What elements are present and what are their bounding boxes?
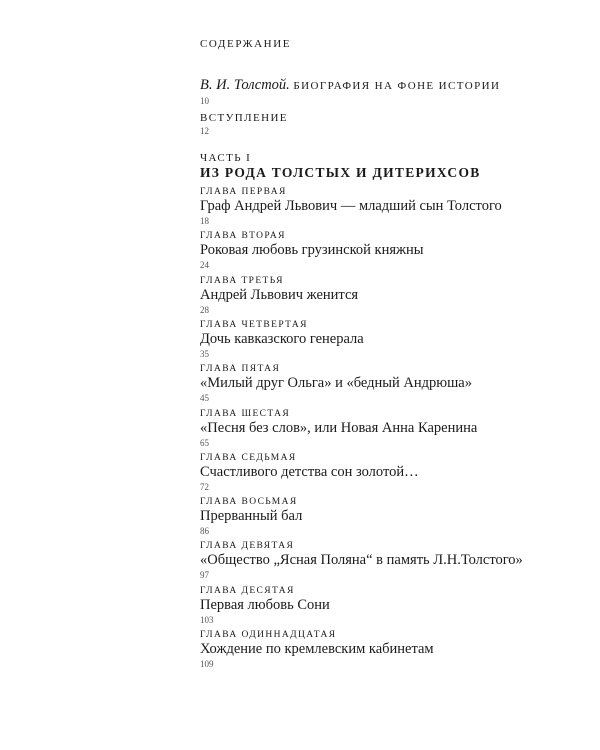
chapter-entry: [200, 275, 580, 316]
foreword-page-number: 12: [200, 126, 209, 136]
chapter-page-number: 97: [200, 570, 209, 581]
chapter-title: Счастливого детства сон золотой…: [200, 463, 419, 480]
chapter-title: Первая любовь Сони: [200, 596, 330, 613]
chapter-page-number: 86: [200, 526, 209, 537]
chapter-label: ГЛАВА ПЯТАЯ: [200, 364, 281, 375]
chapter-label: ГЛАВА ОДИННАДЦАТАЯ: [200, 630, 337, 640]
chapter-title: Андрей Львович женится: [200, 286, 359, 303]
chapter-label: ГЛАВА ВОСЬМАЯ: [200, 497, 298, 508]
chapter-entry: [200, 496, 580, 537]
contents-heading: СОДЕРЖАНИЕ: [200, 38, 292, 50]
chapter-page-number: 103: [200, 614, 214, 625]
chapter-entry: [200, 452, 580, 493]
chapter-page-number: 28: [200, 304, 209, 315]
chapter-entry: [200, 230, 580, 271]
chapter-label: ГЛАВА ДЕВЯТАЯ: [200, 541, 295, 552]
chapter-page-number: 72: [200, 481, 209, 492]
chapter-title: «Песня без слов», или Новая Анна Каренина: [200, 419, 478, 436]
part-label: ЧАСТЬ I: [200, 152, 252, 164]
chapter-label: ГЛАВА ВТОРАЯ: [200, 231, 286, 242]
chapter-title: Прерванный бал: [200, 508, 303, 525]
chapter-label: ГЛАВА ТРЕТЬЯ: [200, 275, 284, 286]
chapter-page-number: 24: [200, 260, 209, 271]
chapter-label: ГЛАВА ПЕРВАЯ: [200, 187, 287, 197]
chapter-label: ГЛАВА ДЕСЯТАЯ: [200, 585, 295, 596]
chapter-entry: [200, 408, 580, 449]
chapter-page-number: 109: [200, 659, 214, 669]
chapter-label: ГЛАВА ЧЕТВЕРТАЯ: [200, 319, 308, 330]
chapter-entry: [200, 540, 580, 581]
chapter-entry: [200, 363, 580, 404]
chapter-entry: [200, 629, 580, 670]
intro-page-number: 10: [200, 96, 209, 106]
chapter-title: «Милый друг Ольга» и «бедный Андрюша»: [200, 375, 472, 392]
intro-author: В. И. Толстой.: [200, 77, 290, 93]
chapter-entry: [200, 319, 580, 360]
chapter-page-number: 45: [200, 393, 209, 404]
foreword-title: ВСТУПЛЕНИЕ: [200, 112, 288, 124]
chapter-label: ГЛАВА СЕДЬМАЯ: [200, 452, 297, 463]
chapter-page-number: 65: [200, 437, 209, 448]
part-title: ИЗ РОДА ТОЛСТЫХ И ДИТЕРИХСОВ: [200, 165, 481, 180]
chapter-entry: [200, 186, 580, 227]
chapter-entry: [200, 585, 580, 626]
intro-title: БИОГРАФИЯ НА ФОНЕ ИСТОРИИ: [293, 80, 501, 92]
chapter-page-number: 18: [200, 216, 209, 226]
chapter-title: Дочь кавказского генерала: [200, 330, 364, 347]
chapter-title: Роковая любовь грузинской княжны: [200, 242, 424, 259]
chapter-title: «Общество „Ясная Поляна“ в память Л.Н.Толстого»: [200, 552, 523, 569]
foreword-entry: [200, 111, 580, 137]
part-header: [200, 152, 580, 182]
chapter-page-number: 35: [200, 348, 209, 359]
chapter-title: Граф Андрей Львович — младший сын Толстого: [200, 198, 502, 214]
chapter-title: Хождение по кремлевским кабинетам: [200, 641, 434, 657]
chapter-label: ГЛАВА ШЕСТАЯ: [200, 408, 291, 419]
intro-entry: [200, 77, 580, 107]
